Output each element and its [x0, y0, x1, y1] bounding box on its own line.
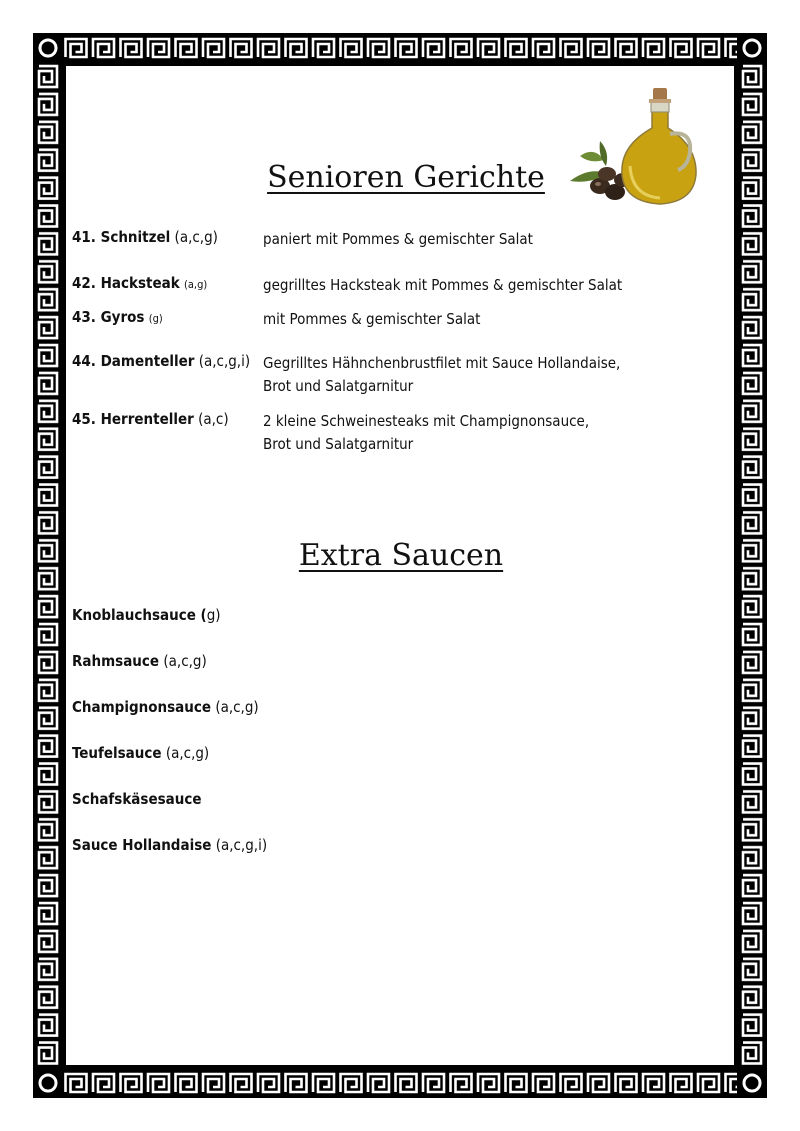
dish-allergens: (a,c) [198, 410, 229, 428]
sauce-allergens: (a,c,g) [163, 652, 207, 670]
section-title-saucen: Extra Saucen [298, 538, 504, 573]
dish-41 [72, 228, 722, 278]
greek-key-icon [737, 63, 767, 1068]
greek-key-icon [33, 63, 63, 1068]
sauce-item [72, 744, 209, 762]
dish-45 [72, 410, 722, 460]
ring-icon [737, 33, 767, 63]
sauce-name: Sauce Hollandaise [72, 836, 212, 854]
sauce-allergens: (a,c,g) [165, 744, 210, 762]
dish-description [263, 352, 683, 398]
ring-icon [33, 33, 63, 63]
dish-name: 45. Herrenteller (a,c) [72, 410, 229, 428]
sauce-item [72, 836, 267, 854]
dish-description-line: 2 kleine Schweinesteaks mit Champignonsauce, [263, 412, 590, 430]
dish-allergens: (g) [148, 312, 163, 325]
sauce-name: Knoblauchsauce ( [72, 606, 207, 624]
dish-name: 44. Damenteller (a,c,g,i) [72, 352, 251, 370]
dish-allergens: (a,c,g) [174, 228, 218, 246]
dish-description [263, 410, 683, 456]
sauce-allergens: g) [206, 606, 221, 624]
dish-name: 43. Gyros (g) [72, 308, 163, 326]
sauce-name: Teufelsauce [72, 744, 162, 762]
sauce-allergens: (a,c,g,i) [215, 836, 268, 854]
dish-43 [72, 308, 722, 358]
dish-name: 42. Hacksteak (a,g) [72, 274, 208, 292]
section-title-senioren: Senioren Gerichte [267, 160, 545, 195]
dish-allergens: (a,c,g,i) [198, 352, 251, 370]
dish-description: mit Pommes & gemischter Salat [263, 310, 481, 328]
dish-allergens: (a,g) [184, 278, 208, 291]
dish-44 [72, 352, 722, 402]
greek-key-icon [33, 33, 767, 63]
sauce-name: Rahmsauce [72, 652, 160, 670]
sauce-name: Champignonsauce [72, 698, 212, 716]
greek-key-icon [33, 1068, 767, 1098]
dish-description: gegrilltes Hacksteak mit Pommes & gemischter Salat [263, 276, 623, 294]
dish-description-line: Brot und Salatgarnitur [263, 377, 414, 395]
sauce-item [72, 790, 202, 808]
dish-name: 41. Schnitzel (a,c,g) [72, 228, 218, 246]
sauce-name: Schafskäsesauce [72, 790, 202, 808]
ring-icon [33, 1068, 63, 1098]
ring-icon [737, 1068, 767, 1098]
menu-content [66, 66, 734, 1065]
sauce-allergens: (a,c,g) [215, 698, 259, 716]
sauce-item [72, 606, 221, 624]
olive-oil-bottle-icon [560, 86, 700, 216]
dish-description-line: Brot und Salatgarnitur [263, 435, 414, 453]
sauce-item [72, 698, 259, 716]
dish-description-line: Gegrilltes Hähnchenbrustfilet mit Sauce Hollandaise, [263, 354, 621, 372]
dish-description: paniert mit Pommes & gemischter Salat [263, 230, 533, 248]
sauce-item [72, 652, 207, 670]
